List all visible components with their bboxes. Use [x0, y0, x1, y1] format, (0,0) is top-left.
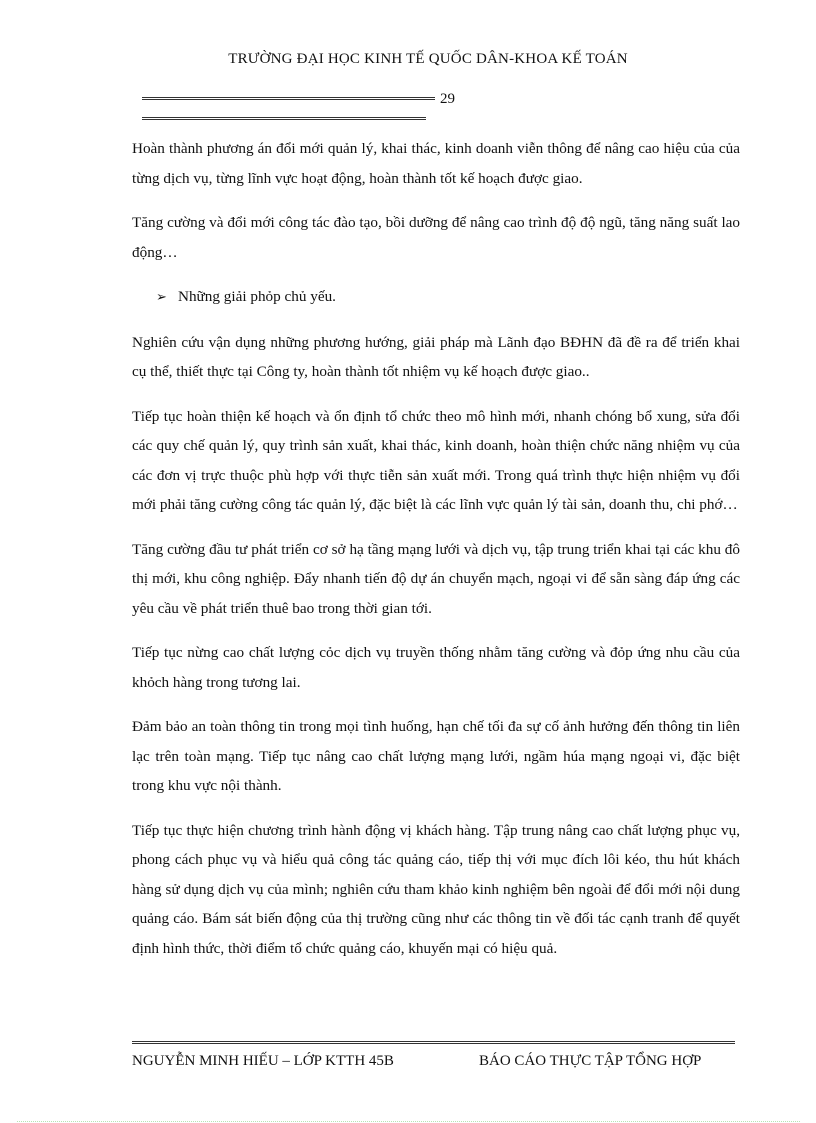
paragraph: Tiếp tục nừng cao chất lượng cỏc dịch vụ truyền thống nhằm tăng cường và đỏp ứng nhu cầu của khỏch hàng trong tương lai.	[132, 644, 740, 691]
bullet-heading-text: Những giải phỏp chủ yếu.	[178, 288, 336, 305]
paragraph: Đảm bảo an toàn thông tin trong mọi tình huống, hạn chế tối đa sự cố ảnh hưởng đến thông tin liên lạc trên toàn mạng. Tiếp tục nâng cao chất lượng mạng lưới, ngầm húa mạng ngoại vi, đặc biệt trong khu vực nội thành.	[132, 718, 740, 794]
paragraph: Tiếp tục hoàn thiện kế hoạch và ổn định tổ chức theo mô hình mới, nhanh chóng bổ xung, sửa đổi các quy chế quản lý, quy trình sản xuất, khai thác, kinh doanh, hoàn thiện chức năng nhiệm vụ của các đơn vị trực thuộc phù hợp với thực tiễn sản xuất mới. Trong quá trình thực hiện nhiệm vụ đổi mới phải tăng cường công tác quản lý, đặc biệt là các lĩnh vực quản lý tài sản, doanh thu, chi phớ…	[132, 407, 740, 513]
paragraph: Tiếp tục thực hiện chương trình hành động vị khách hàng. Tập trung nâng cao chất lượng phục vụ, phong cách phục vụ và hiểu quả công tác quảng cáo, tiếp thị với mục đích lôi kéo, thu hút khách hàng sử dụng dịch vụ của mình; nghiên cứu tham khảo kinh nghiệm bên ngoài để đổi mới nội dung quảng cáo. Bám sát biến động của thị trường cũng như các thông tin về đối tác cạnh tranh để quyết định hình thức, thời điểm tổ chức quảng cáo, khuyến mại có hiệu quả.	[132, 821, 740, 957]
paragraph: Tăng cường đầu tư phát triển cơ sở hạ tầng mạng lưới và dịch vụ, tập trung triển khai tại các khu đô thị mới, khu công nghiệp. Đẩy nhanh tiến độ dự án chuyển mạch, ngoại vi để sẵn sàng đáp ứng các yêu cầu về phát triển thuê bao trong thời gian tới.	[132, 540, 740, 617]
header-title: TRƯỜNG ĐẠI HỌC KINH TẾ QUỐC DÂN-KHOA KẾ TOÁN	[228, 51, 628, 67]
page-number: 29	[440, 91, 455, 107]
page-bottom-dotted-line	[17, 1121, 800, 1122]
footer-report-title: BÁO CÁO THỰC TẬP TỔNG HỢP	[479, 1053, 702, 1069]
arrowhead-bullet-icon: ➢	[156, 290, 167, 305]
header-rule-lower	[142, 117, 426, 120]
page-body	[132, 134, 740, 978]
header-rule-upper	[142, 97, 435, 100]
bullet-heading	[156, 282, 740, 313]
paragraph: Hoàn thành phương án đổi mới quản lý, khai thác, kinh doanh viễn thông để nâng cao hiệu của của từng dịch vụ, từng lĩnh vực hoạt động, hoàn thành tốt kế hoạch được giao.	[132, 140, 740, 187]
footer-rule	[132, 1041, 735, 1044]
paragraph: Tăng cường và đổi mới công tác đào tạo, bồi dưỡng để nâng cao trình độ độ ngũ, tăng năng suất lao động…	[132, 214, 740, 261]
paragraph: Nghiên cứu vận dụng những phương hướng, giải pháp mà Lãnh đạo BĐHN đã đề ra để triển khai cụ thể, thiết thực tại Công ty, hoàn thành tốt nhiệm vụ kế hoạch được giao..	[132, 333, 740, 380]
footer-author: NGUYỄN MINH HIẾU – LỚP KTTH 45B	[132, 1053, 394, 1069]
